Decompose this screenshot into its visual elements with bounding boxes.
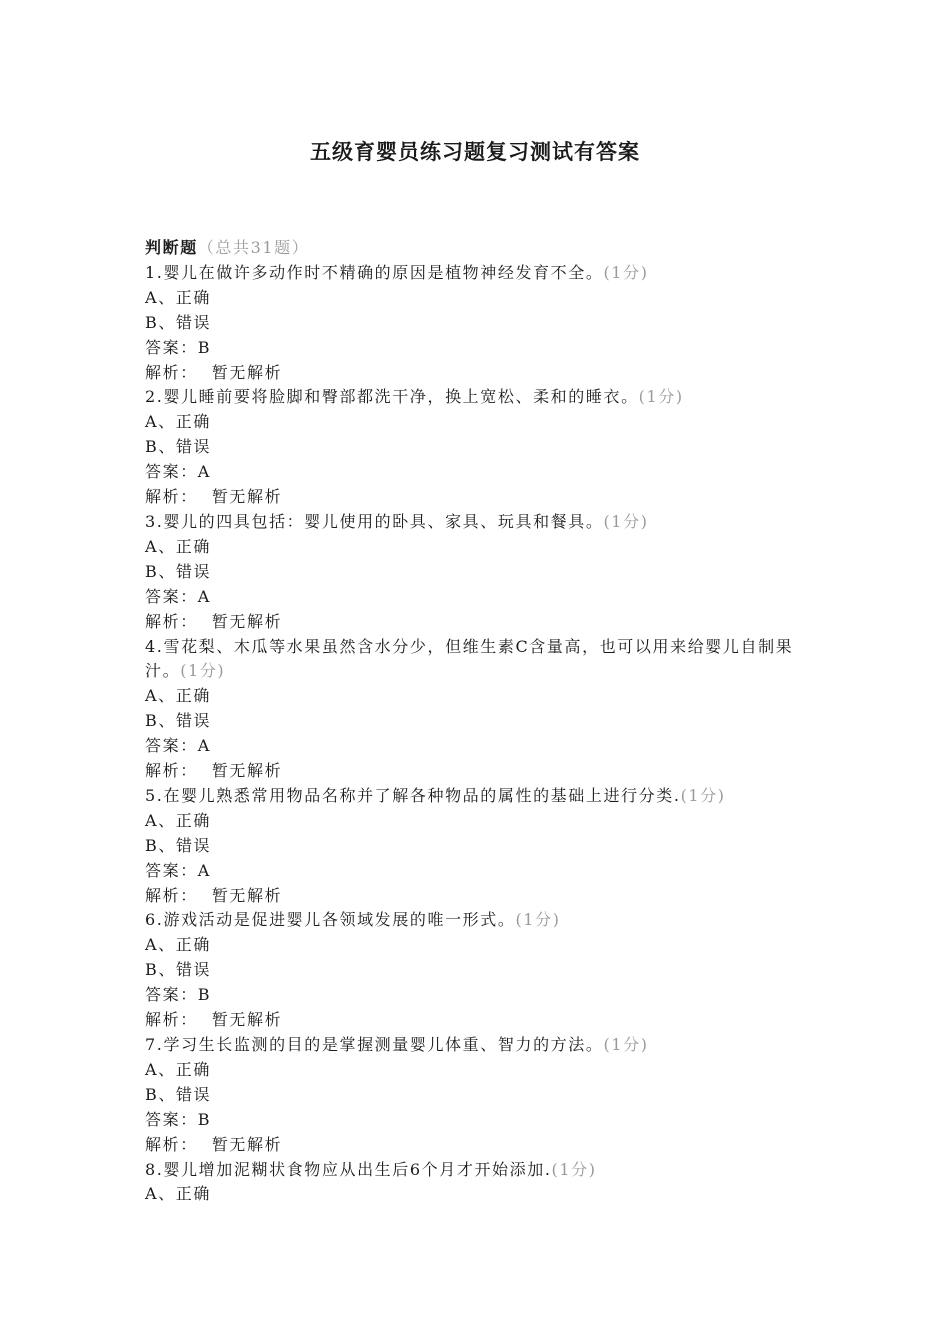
answer: 答案：A bbox=[145, 736, 211, 756]
analysis-label: 解析： bbox=[145, 761, 198, 781]
option-b: B、错误 bbox=[145, 960, 212, 980]
analysis-label: 解析： bbox=[145, 487, 198, 507]
question-points: (1分) bbox=[603, 262, 649, 282]
analysis bbox=[145, 361, 805, 386]
analysis-label: 解析： bbox=[145, 885, 198, 905]
analysis-label: 解析： bbox=[145, 611, 198, 631]
analysis bbox=[145, 759, 805, 784]
analysis bbox=[145, 1133, 805, 1158]
question-text bbox=[145, 1033, 805, 1058]
question-points: (1分) bbox=[603, 1035, 649, 1054]
question-stem: 4.雪花梨、木瓜等水果虽然含水分少，但维生素C含量高，也可以用来给婴儿自制果汁。 bbox=[145, 636, 794, 681]
question-text bbox=[145, 784, 805, 809]
analysis-text: 暂无解析 bbox=[211, 761, 283, 781]
question-text bbox=[145, 908, 805, 933]
section-count: （总共31题） bbox=[197, 238, 310, 257]
question-stem: 8.婴儿增加泥糊状食物应从出生后6个月才开始添加. bbox=[145, 1159, 552, 1179]
answer: 答案：A bbox=[145, 860, 211, 880]
question-points: (1分) bbox=[603, 511, 649, 531]
document-body bbox=[145, 236, 805, 1207]
question-text bbox=[145, 385, 805, 410]
answer: 答案：B bbox=[145, 985, 212, 1005]
option-b: B、错误 bbox=[145, 1084, 212, 1104]
question-points: (1分) bbox=[180, 661, 226, 681]
question-stem: 6.游戏活动是促进婴儿各领域发展的唯一形式。 bbox=[145, 910, 516, 930]
option-a: A、正确 bbox=[145, 935, 211, 955]
question-points: (1分) bbox=[551, 1159, 597, 1179]
section-title: 判断题 bbox=[145, 238, 198, 257]
analysis-text: 暂无解析 bbox=[211, 611, 283, 631]
option-a: A、正确 bbox=[145, 287, 211, 307]
question-stem: 1.婴儿在做许多动作时不精确的原因是植物神经发育不全。 bbox=[145, 262, 604, 282]
question-text bbox=[145, 261, 805, 286]
question-text bbox=[145, 1158, 805, 1183]
analysis-text: 暂无解析 bbox=[211, 1134, 283, 1154]
analysis-text: 暂无解析 bbox=[211, 885, 283, 905]
analysis-label: 解析： bbox=[145, 1134, 198, 1154]
question-text bbox=[145, 635, 805, 685]
answer: 答案：A bbox=[145, 462, 211, 482]
option-a: A、正确 bbox=[145, 686, 211, 706]
option-b: B、错误 bbox=[145, 437, 212, 457]
option-b: B、错误 bbox=[145, 312, 212, 332]
question-text bbox=[145, 510, 805, 535]
analysis-label: 解析： bbox=[145, 362, 198, 382]
question-stem: 3.婴儿的四具包括：婴儿使用的卧具、家具、玩具和餐具。 bbox=[145, 511, 604, 531]
answer: 答案：B bbox=[145, 337, 212, 357]
analysis-text: 暂无解析 bbox=[211, 362, 283, 382]
question-stem: 5.在婴儿熟悉常用物品名称并了解各种物品的属性的基础上进行分类. bbox=[145, 785, 681, 805]
question-points: (1分) bbox=[680, 785, 726, 805]
analysis-text: 暂无解析 bbox=[211, 487, 283, 507]
option-a: A、正确 bbox=[145, 412, 211, 432]
section-header bbox=[145, 236, 805, 261]
question-stem: 7.学习生长监测的目的是掌握测量婴儿体重、智力的方法。 bbox=[145, 1035, 604, 1054]
analysis-text: 暂无解析 bbox=[211, 1010, 283, 1030]
answer: 答案：B bbox=[145, 1109, 212, 1129]
option-b: B、错误 bbox=[145, 835, 212, 855]
question-stem: 2.婴儿睡前要将脸脚和臀部都洗干净，换上宽松、柔和的睡衣。 bbox=[145, 387, 639, 407]
analysis-label: 解析： bbox=[145, 1010, 198, 1030]
question-points: (1分) bbox=[515, 910, 561, 930]
option-a: A、正确 bbox=[145, 536, 211, 556]
option-b: B、错误 bbox=[145, 561, 212, 581]
analysis bbox=[145, 485, 805, 510]
analysis bbox=[145, 610, 805, 635]
option-a: A、正确 bbox=[145, 1059, 211, 1079]
answer: 答案：A bbox=[145, 586, 211, 606]
document-title: 五级育婴员练习题复习测试有答案 bbox=[310, 139, 640, 164]
option-b: B、错误 bbox=[145, 711, 212, 731]
question-points: (1分) bbox=[638, 387, 684, 407]
analysis bbox=[145, 1008, 805, 1033]
analysis bbox=[145, 884, 805, 909]
option-a: A、正确 bbox=[145, 1184, 211, 1204]
option-a: A、正确 bbox=[145, 810, 211, 830]
